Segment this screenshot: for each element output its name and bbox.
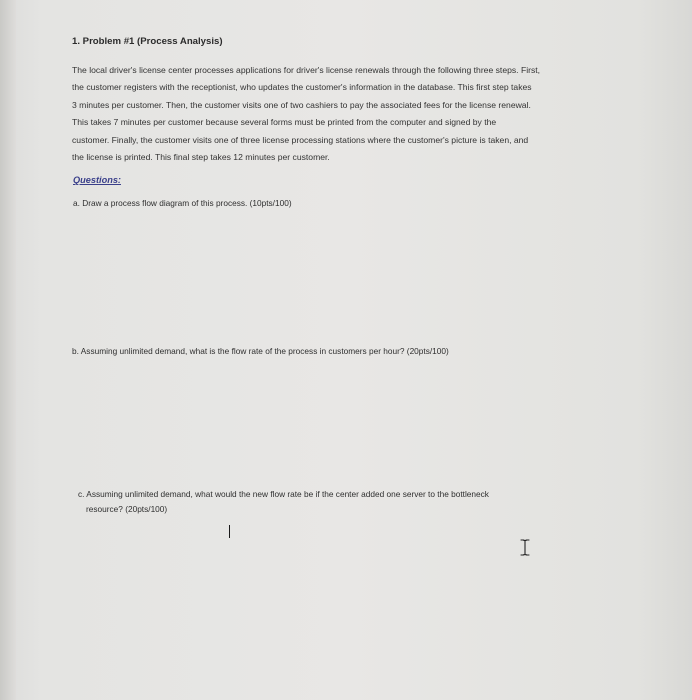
intro-line: This takes 7 minutes per customer because several forms must be printed from the computer and signed by the	[72, 117, 497, 128]
question-c	[78, 487, 618, 516]
question-a: a. Draw a process flow diagram of this process. (10pts/100)	[73, 198, 292, 208]
question-c-line-1: c. Assuming unlimited demand, what would the new flow rate be if the center added one server to the bottleneck	[78, 489, 489, 499]
questions-heading: Questions:	[73, 175, 121, 185]
question-c-line-2: resource? (20pts/100)	[86, 503, 168, 514]
problem-description	[72, 62, 642, 166]
text-caret-icon	[229, 525, 230, 538]
intro-line: The local driver's license center processes applications for driver's license renewals through the following three steps. First,	[72, 65, 541, 75]
intro-line: the customer registers with the receptionist, who updates the customer's information in the database. This first step takes	[72, 82, 532, 93]
intro-line: 3 minutes per customer. Then, the customer visits one of two cashiers to pay the associated fees for the license renewal.	[72, 99, 531, 110]
intro-line: customer. Finally, the customer visits one of three license processing stations where the customer's picture is taken, and	[72, 134, 529, 145]
i-beam-cursor-icon	[520, 539, 530, 556]
question-b: b. Assuming unlimited demand, what is the flow rate of the process in customers per hour? (20pts/100)	[72, 346, 449, 356]
problem-title: 1. Problem #1 (Process Analysis)	[72, 36, 223, 47]
intro-line: the license is printed. This final step takes 12 minutes per customer.	[72, 152, 330, 163]
